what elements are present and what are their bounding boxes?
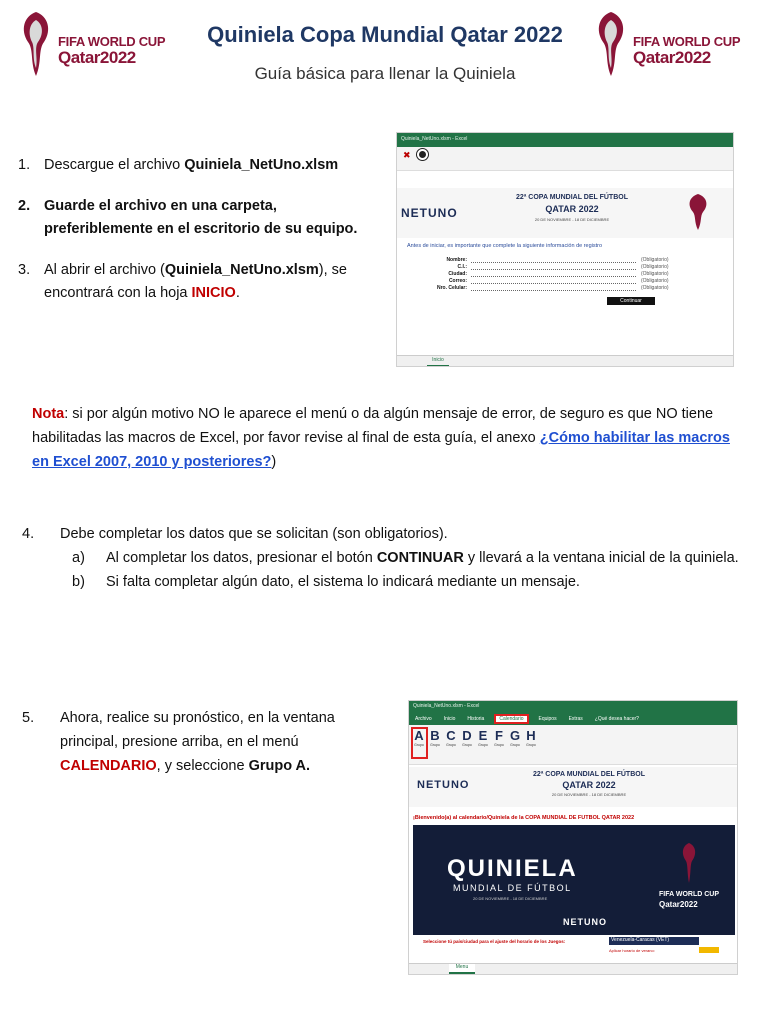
step-text: [60, 706, 367, 778]
group-letter: A: [414, 728, 424, 743]
step-text-part: Al completar los datos, presionar el botón: [106, 550, 377, 566]
field-label: Nro. Celular:: [436, 285, 467, 291]
note-text: : si por algún motivo NO le aparece el menú o da algún mensaje de error, de seguro es que NO tiene habilitadas las macros de Excel, por favor revise al final de esta guía, el anexo: [32, 406, 714, 446]
netuno-brand: NETUNO: [401, 206, 458, 220]
group-a-button[interactable]: [412, 728, 426, 747]
field-celular[interactable]: [407, 285, 697, 292]
world-cup-emblem-icon: [18, 8, 54, 80]
step-text-part: Al abrir el archivo (: [44, 262, 165, 278]
welcome-text: ¡Bienvenido(a) al calendario/Quiniela de la COPA MUNDIAL DE FUTBOL QATAR 2022: [413, 815, 635, 821]
hero-dates: 20 DE NOVIEMBRE - 18 DE DICIEMBRE: [473, 896, 548, 901]
step-2: [18, 195, 378, 241]
steps-list: [18, 154, 378, 323]
group-letter: C: [446, 728, 456, 743]
banner-line3: 20 DE NOVIEMBRE - 18 DE DICIEMBRE: [534, 217, 610, 222]
group-letter: B: [430, 728, 440, 743]
step-4a: [72, 546, 742, 570]
file-name: Quiniela_NetUno.xlsm: [184, 157, 339, 173]
file-name: Quiniela_NetUno.xlsm: [164, 262, 319, 278]
excel-ribbon: [397, 147, 733, 171]
group-g-button[interactable]: [508, 728, 522, 747]
banner-line1: 22ª COPA MUNDIAL DEL FÚTBOL: [532, 771, 645, 778]
netuno-banner: [397, 188, 734, 238]
step-text-part: Ahora, realice su pronóstico, en la ventana principal, presione arriba, en el menú: [60, 710, 335, 750]
group-label: Grupo: [478, 743, 488, 747]
hero-title: QUINIELA: [447, 855, 578, 882]
world-cup-emblem-icon: [683, 192, 713, 232]
fifa-logo-left: [10, 6, 180, 86]
fifa-logo-right: [585, 6, 755, 86]
page-subtitle: Guía básica para llenar la Quiniela: [254, 64, 516, 83]
hero-brand: NETUNO: [563, 917, 607, 927]
required-tag: (Obligatorio): [641, 278, 669, 284]
field-input-line[interactable]: [471, 283, 636, 284]
group-label: Grupo: [430, 743, 440, 747]
menu-archivo[interactable]: Archivo: [415, 716, 432, 722]
field-input-line[interactable]: [471, 262, 636, 263]
hero-fifa-text: FIFA WORLD CUP: [659, 891, 720, 898]
group-label: Grupo: [414, 743, 424, 747]
excel-title-bar: [409, 701, 737, 713]
group-h-button[interactable]: [524, 728, 538, 747]
step-text-part: Descargue el archivo: [44, 157, 185, 173]
step-number: 3.: [18, 262, 31, 278]
group-letter: D: [462, 728, 472, 743]
close-x-icon: ✖: [403, 150, 411, 160]
logo-fifa-text: FIFA WORLD CUP: [58, 34, 166, 49]
world-cup-emblem-icon: [679, 841, 699, 885]
window-title: Quiniela_NetUno.xlsm - Excel: [401, 136, 468, 142]
group-f-button[interactable]: [492, 728, 506, 747]
banner-line2: QATAR 2022: [562, 780, 616, 790]
required-tag: (Obligatorio): [641, 257, 669, 263]
sheet-tab-menu[interactable]: Menu: [449, 964, 475, 974]
sheet-tab-inicio[interactable]: Inicio: [427, 357, 449, 367]
group-a-keyword: Grupo A.: [248, 758, 311, 774]
field-nombre[interactable]: [407, 257, 697, 264]
step-4: [22, 522, 742, 594]
step-text-part: .: [235, 285, 240, 301]
group-letter: G: [509, 728, 521, 743]
group-label: Grupo: [462, 743, 472, 747]
hero-subtitle: MUNDIAL DE FÚTBOL: [453, 883, 572, 893]
sub-step-text: [106, 546, 739, 570]
required-tag: (Obligatorio): [641, 264, 669, 270]
step-text: [44, 259, 378, 305]
step-3: [18, 259, 378, 305]
macro-note: [32, 402, 732, 474]
continue-keyword: CONTINUAR: [376, 550, 464, 566]
window-title: Quiniela_NetUno.xlsm - Excel: [413, 703, 480, 709]
required-tag: (Obligatorio): [641, 285, 669, 291]
group-letter: F: [495, 728, 503, 743]
group-c-button[interactable]: [444, 728, 458, 747]
step-number: 5.: [22, 710, 35, 726]
field-ci[interactable]: [407, 264, 697, 271]
excel-inicio-screenshot: [396, 132, 734, 367]
field-input-line[interactable]: [471, 276, 636, 277]
field-label: Correo:: [448, 278, 467, 284]
timezone-label: Seleccione tú país/ciudad para el ajuste del horario de los Juegos:: [423, 939, 566, 944]
step-number: 1.: [18, 157, 31, 173]
step-text: Debe completar los datos que se solicitan (son obligatorios).: [60, 526, 448, 542]
world-cup-emblem-icon: [593, 8, 629, 80]
sub-step-letter: a): [72, 550, 85, 566]
logo-qatar-text: Qatar2022: [633, 48, 711, 67]
group-label: Grupo: [510, 743, 520, 747]
calendar-ribbon: [409, 725, 737, 765]
group-e-button[interactable]: [476, 728, 490, 747]
step-number: 2.: [18, 198, 31, 214]
note-close: ): [271, 454, 277, 470]
menu-historia[interactable]: Historia: [467, 716, 485, 722]
group-letter: H: [526, 728, 536, 743]
hero-qatar-text: Qatar2022: [659, 900, 698, 909]
field-label: Nombre:: [446, 257, 467, 263]
continue-button[interactable]: Continuar: [607, 297, 655, 305]
macros-annex-link[interactable]: ¿Cómo habilitar las macros en Excel 2007, 2010 y posteriores?: [32, 430, 730, 470]
page-title: Quiniela Copa Mundial Qatar 2022: [207, 22, 563, 47]
excel-calendario-screenshot: [408, 700, 738, 975]
registration-intro: Antes de iniciar, es importante que complete la siguiente información de registro: [407, 243, 603, 249]
step-text-part: , y seleccione: [156, 758, 249, 774]
step-4-main: [22, 522, 742, 546]
menu-extras[interactable]: Extras: [568, 716, 583, 722]
sub-step-letter: b): [72, 574, 85, 590]
menu-help[interactable]: ¿Qué desea hacer?: [594, 716, 639, 722]
group-letter: E: [478, 728, 488, 743]
field-input-line[interactable]: [471, 269, 636, 270]
menu-inicio[interactable]: Inicio: [443, 716, 456, 722]
step-text-part: ), se encontrará con la hoja: [44, 262, 347, 301]
summer-time-label: Aplicar horario de verano:: [609, 948, 655, 953]
soccer-ball-icon: [417, 149, 428, 160]
group-d-button[interactable]: [460, 728, 474, 747]
field-correo[interactable]: [407, 278, 697, 285]
field-ciudad[interactable]: [407, 271, 697, 278]
netuno-banner: [409, 767, 738, 807]
logo-fifa-text: FIFA WORLD CUP: [633, 34, 741, 49]
step-text: Guarde el archivo en una carpeta, preferiblemente en el escritorio de su equipo.: [44, 198, 358, 237]
menu-equipos[interactable]: Equipos: [538, 716, 557, 722]
group-label: Grupo: [494, 743, 504, 747]
required-tag: (Obligatorio): [641, 271, 669, 277]
logo-qatar-text: Qatar2022: [58, 48, 136, 67]
step-5: [22, 706, 367, 778]
excel-menu-bar: [409, 713, 737, 725]
banner-line2: QATAR 2022: [545, 204, 599, 214]
step-1: [18, 154, 378, 177]
netuno-brand: NETUNO: [417, 779, 470, 791]
group-label: Grupo: [526, 743, 536, 747]
timezone-select[interactable]: Venezuela-Caracas (VET): [609, 937, 699, 945]
step-text: [44, 154, 338, 177]
group-label: Grupo: [446, 743, 456, 747]
step-text-part: y llevará a la ventana inicial de la quiniela.: [463, 550, 739, 566]
field-input-line[interactable]: [471, 290, 636, 291]
group-b-button[interactable]: [428, 728, 442, 747]
summer-time-toggle[interactable]: [699, 947, 719, 953]
sub-step-text: Si falta completar algún dato, el sistema lo indicará mediante un mensaje.: [106, 574, 580, 590]
banner-line1: 22ª COPA MUNDIAL DEL FÚTBOL: [515, 194, 628, 201]
excel-title-bar: [397, 133, 733, 147]
sheet-name: INICIO: [191, 285, 236, 301]
field-label: C.I.:: [457, 264, 467, 270]
banner-line3: 20 DE NOVIEMBRE - 18 DE DICIEMBRE: [551, 792, 627, 797]
step-4b: [72, 570, 742, 594]
calendar-keyword: CALENDARIO: [60, 758, 157, 774]
step-number: 4.: [22, 526, 35, 542]
note-label: Nota: [32, 406, 65, 422]
field-label: Ciudad:: [448, 271, 467, 277]
menu-calendario[interactable]: Calendario: [496, 716, 526, 722]
quiniela-hero-banner: [413, 825, 735, 935]
